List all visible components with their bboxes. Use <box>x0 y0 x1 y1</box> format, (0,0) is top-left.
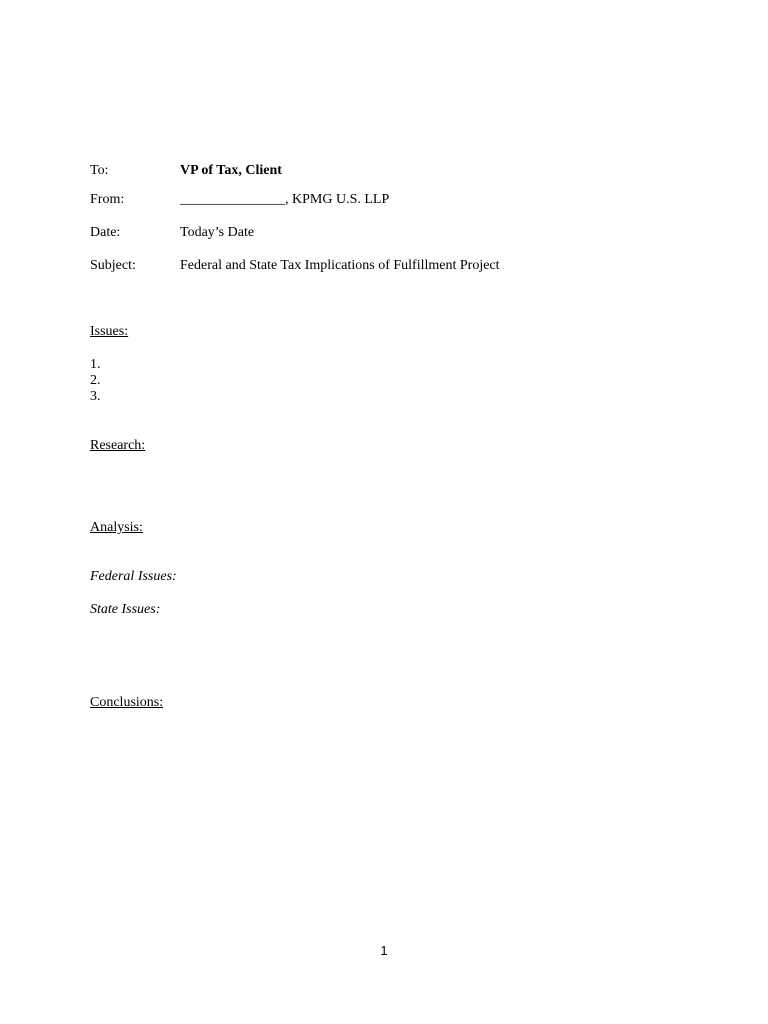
from-label: From: <box>90 192 125 207</box>
issues-item-1: 1. <box>90 357 101 372</box>
issues-item-3: 3. <box>90 389 101 404</box>
subject-value: Federal and State Tax Implications of Fulfillment Project <box>180 258 500 273</box>
research-heading: Research: <box>90 438 146 453</box>
from-value: _______________, KPMG U.S. LLP <box>180 192 390 207</box>
subject-label: Subject: <box>90 258 136 273</box>
federal-issues-label: Federal Issues: <box>90 569 177 584</box>
issues-heading: Issues: <box>90 324 129 339</box>
page-number: 1 <box>380 943 388 958</box>
issues-item-2: 2. <box>90 373 101 388</box>
state-issues-label: State Issues: <box>90 602 161 617</box>
to-label: To: <box>90 163 109 178</box>
date-label: Date: <box>90 225 121 240</box>
to-value: VP of Tax, Client <box>180 163 282 178</box>
conclusions-heading: Conclusions: <box>90 695 164 710</box>
date-value: Today’s Date <box>180 225 255 240</box>
analysis-heading: Analysis: <box>90 520 143 535</box>
